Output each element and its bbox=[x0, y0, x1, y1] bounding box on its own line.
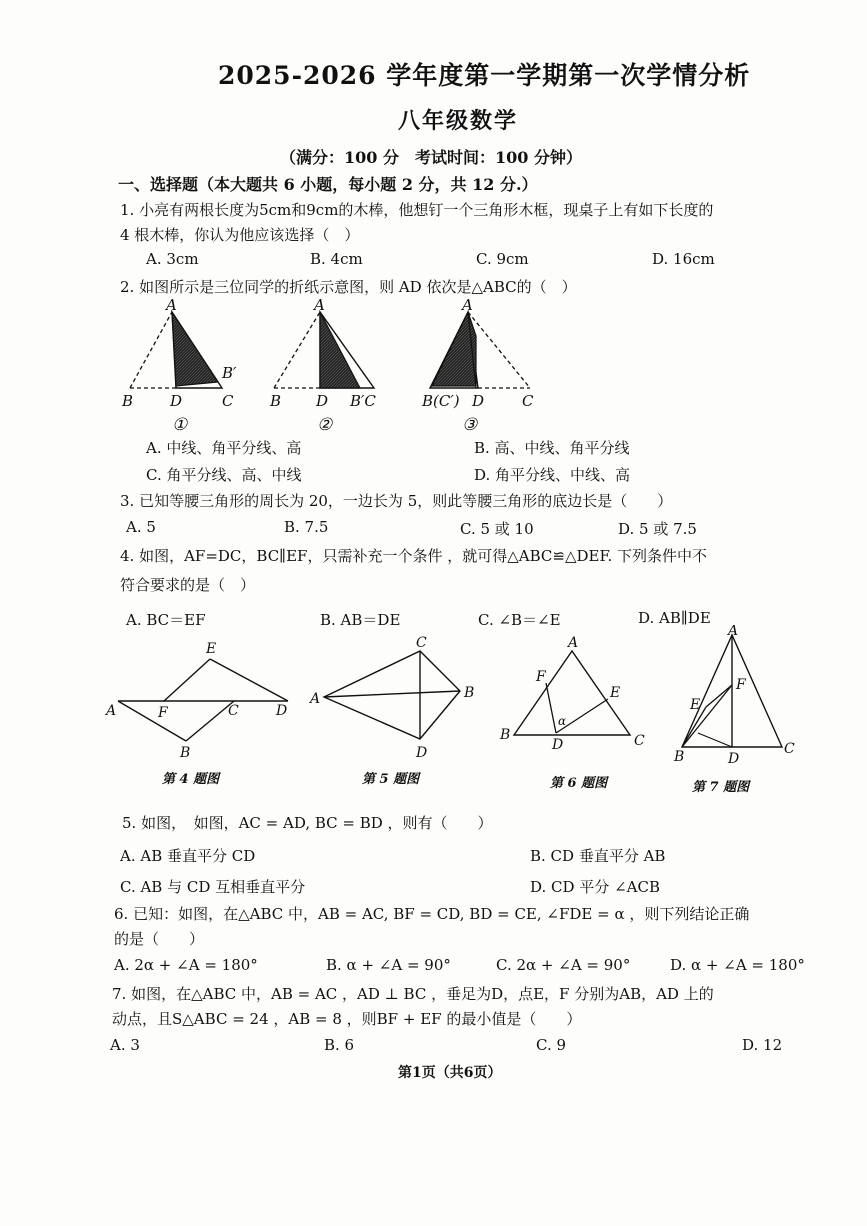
figures-row bbox=[100, 625, 800, 800]
q5-option-b: B. CD 垂直平分 AB bbox=[530, 847, 666, 865]
page-title: 2025-2026 学年度第一学期第一次学情分析 bbox=[218, 61, 751, 90]
q2-f3-label-bcp: B(C′) bbox=[422, 392, 460, 410]
q5-option-c: C. AB 与 CD 互相垂直平分 bbox=[120, 878, 306, 896]
q2-f3-label-d: D bbox=[472, 392, 485, 410]
q4-option-d: D. AB∥DE bbox=[638, 609, 711, 627]
q1-option-c: C. 9cm bbox=[476, 250, 529, 268]
fig6-label-f: F bbox=[536, 669, 546, 685]
fig7-label-d: D bbox=[728, 751, 740, 767]
q2-f1-label-c: C bbox=[222, 392, 234, 410]
q4-option-a: A. BC＝EF bbox=[126, 611, 206, 629]
q2-figure-1 bbox=[121, 296, 237, 434]
q6-option-b: B. α + ∠A = 90° bbox=[326, 956, 451, 974]
q2-f2-label-d: D bbox=[316, 392, 329, 410]
q5-option-d: D. CD 平分 ∠ACB bbox=[530, 878, 660, 896]
q2-f1-label-b: B bbox=[122, 392, 134, 410]
q2-f2-number: ② bbox=[317, 415, 333, 434]
q2-f3-label-a: A bbox=[462, 296, 473, 314]
fig4-label-e: E bbox=[206, 641, 217, 657]
question-6-line2: 的是（ ） bbox=[114, 930, 205, 948]
q3-option-d: D. 5 或 7.5 bbox=[618, 520, 697, 538]
fig6-label-b: B bbox=[500, 727, 511, 743]
question-4-line2: 符合要求的是（ ） bbox=[120, 576, 256, 594]
q6-option-c: C. 2α + ∠A = 90° bbox=[496, 956, 631, 974]
question-6-line1: 6. 已知：如图，在△ABC 中，AB = AC, BF = CD, BD = CE, ∠FDE = α ，则下列结论正确 bbox=[114, 905, 750, 923]
fig6-label-c: C bbox=[634, 733, 645, 749]
q2-f1-number: ① bbox=[172, 415, 188, 434]
fig5-label-c: C bbox=[416, 635, 427, 651]
question-7-line2: 动点，且S△ABC = 24 ，AB = 8 ，则BF + EF 的最小值是（ ） bbox=[112, 1010, 582, 1028]
figure-7 bbox=[673, 625, 795, 767]
question-5-stem: 5. 如图， 如图，AC = AD, BC = BD ，则有（ ） bbox=[122, 814, 493, 832]
fig4-label-c: C bbox=[228, 703, 239, 719]
q2-f3-number: ③ bbox=[462, 415, 478, 434]
fig4-caption: 第 4 题图 bbox=[162, 772, 220, 787]
q2-option-b: B. 高、中线、角平分线 bbox=[474, 439, 630, 457]
q1-option-a: A. 3cm bbox=[146, 250, 199, 268]
fig7-label-f: F bbox=[736, 677, 746, 693]
q3-option-c: C. 5 或 10 bbox=[460, 520, 534, 538]
q6-option-d: D. α + ∠A = 180° bbox=[670, 956, 805, 974]
q2-f1-label-bp: B′ bbox=[222, 364, 237, 382]
exam-info: （满分：100 分 考试时间：100 分钟） bbox=[280, 148, 582, 167]
page-subtitle: 八年级数学 bbox=[398, 108, 519, 134]
q7-option-b: B. 6 bbox=[324, 1036, 355, 1054]
q3-option-b: B. 7.5 bbox=[284, 518, 329, 536]
fig4-label-a: A bbox=[106, 703, 117, 719]
page-footer: 第1页（共6页） bbox=[398, 1065, 502, 1081]
fig5-label-a: A bbox=[310, 691, 321, 707]
fig6-label-e: E bbox=[610, 685, 621, 701]
fig5-caption: 第 5 题图 bbox=[362, 772, 420, 787]
figure-5 bbox=[308, 635, 474, 761]
fig4-label-d: D bbox=[276, 703, 288, 719]
q5-option-a: A. AB 垂直平分 CD bbox=[120, 847, 256, 865]
q2-option-c: C. 角平分线、高、中线 bbox=[146, 466, 302, 484]
figure-4 bbox=[104, 641, 288, 761]
question-2-stem: 2. 如图所示是三位同学的折纸示意图，则 AD 依次是△ABC的（ ） bbox=[120, 278, 577, 296]
question-4-line1: 4. 如图，AF=DC，BC∥EF，只需补充一个条件 ，就可得△ABC≌△DEF. 下列条件中不 bbox=[120, 547, 708, 565]
q2-option-a: A. 中线、角平分线、高 bbox=[146, 439, 302, 457]
fig6-label-alpha: α bbox=[558, 714, 567, 728]
q2-f1-label-a: A bbox=[166, 296, 177, 314]
fig4-label-f: F bbox=[158, 705, 168, 721]
q3-option-a: A. 5 bbox=[126, 518, 156, 536]
fig7-label-c: C bbox=[784, 741, 795, 757]
fig5-label-d: D bbox=[416, 745, 428, 761]
fig7-caption: 第 7 题图 bbox=[692, 780, 750, 795]
q2-f3-label-c: C bbox=[522, 392, 534, 410]
q7-option-c: C. 9 bbox=[536, 1036, 567, 1054]
q6-option-a: A. 2α + ∠A = 180° bbox=[114, 956, 258, 974]
q7-option-d: D. 12 bbox=[742, 1036, 783, 1054]
q1-option-b: B. 4cm bbox=[310, 250, 363, 268]
question-1-line1: 1. 小亮有两根长度为5cm和9cm的木棒，他想钉一个三角形木框，现桌子上有如下长度的 bbox=[120, 201, 714, 219]
q2-f2-label-bpc: B′C bbox=[350, 392, 376, 410]
q2-figure-3 bbox=[421, 296, 534, 434]
fig6-label-a: A bbox=[568, 635, 579, 651]
q4-option-c: C. ∠B＝∠E bbox=[478, 611, 561, 629]
q2-option-d: D. 角平分线、中线、高 bbox=[474, 466, 631, 484]
q2-figure-2 bbox=[269, 296, 376, 434]
fig7-label-b: B bbox=[674, 749, 685, 765]
question-1-line2: 4 根木棒，你认为他应该选择（ ） bbox=[120, 226, 360, 244]
q1-option-d: D. 16cm bbox=[652, 250, 715, 268]
section-heading: 一、选择题（本大题共 6 小题，每小题 2 分，共 12 分.） bbox=[118, 175, 538, 194]
fig7-label-a: A bbox=[728, 625, 739, 639]
fig4-label-b: B bbox=[180, 745, 191, 761]
question-3-stem: 3. 已知等腰三角形的周长为 20，一边长为 5，则此等腰三角形的底边长是（ ） bbox=[120, 492, 673, 510]
q2-f1-label-d: D bbox=[170, 392, 183, 410]
q4-option-b: B. AB＝DE bbox=[320, 611, 401, 629]
fig7-label-e: E bbox=[690, 697, 701, 713]
figure-6 bbox=[499, 635, 645, 753]
fig6-caption: 第 6 题图 bbox=[550, 776, 608, 791]
question-7-line1: 7. 如图，在△ABC 中，AB = AC ，AD ⊥ BC ，垂足为D，点E，F 分别为AB，AD 上的 bbox=[112, 985, 714, 1003]
q2-folding-figures bbox=[110, 296, 550, 434]
q2-f2-label-a: A bbox=[314, 296, 325, 314]
fig6-label-d: D bbox=[552, 737, 564, 753]
q7-option-a: A. 3 bbox=[110, 1036, 140, 1054]
fig5-label-b: B bbox=[464, 685, 475, 701]
q2-f2-label-b: B bbox=[270, 392, 282, 410]
